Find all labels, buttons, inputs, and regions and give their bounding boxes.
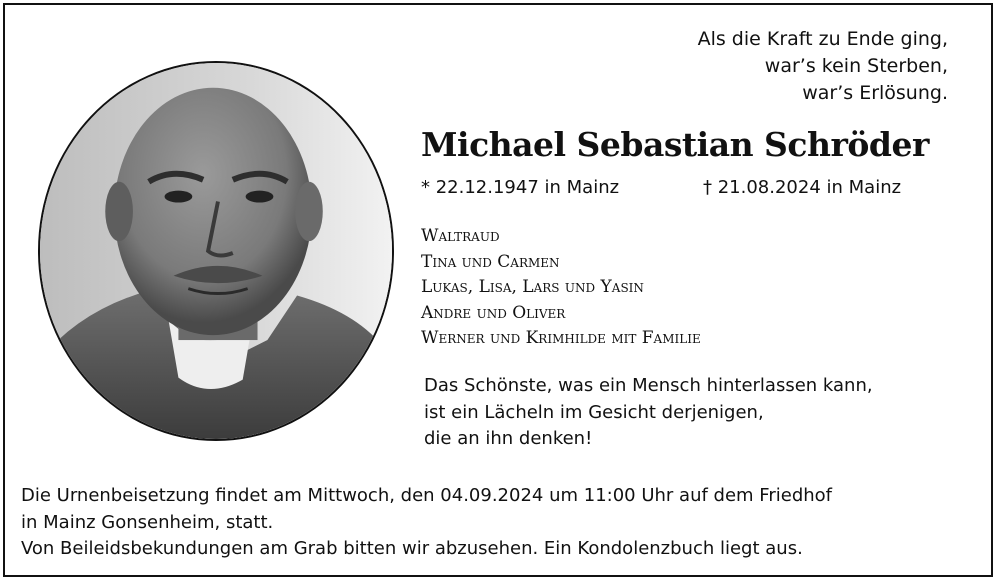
quote-line: die an ihn denken! [424,428,593,449]
motto-line: Als die Kraft zu Ende ging, [697,28,948,50]
notice-line: in Mainz Gonsenheim, statt. [21,511,274,533]
motto-line: war’s kein Sterben, [764,55,948,77]
mourners-list [421,224,701,352]
mourner-entry: Lukas, Lisa, Lars und Yasin [421,277,644,297]
portrait-photo [38,61,394,441]
mourner-entry: Andre und Oliver [421,302,566,323]
quote-line: ist ein Lächeln im Gesicht derjenigen, [424,401,764,423]
mourner-entry: Werner und Krimhilde mit Familie [421,328,701,348]
quote-line: Das Schönste, was ein Mensch hinterlassen kann, [424,375,873,396]
mourner-entry: Tina und Carmen [421,251,560,272]
quote [424,373,873,453]
notice-line: Die Urnenbeisetzung findet am Mittwoch, den 04.09.2024 um 11:00 Uhr auf dem Friedhof [21,485,833,506]
motto-line: war’s Erlösung. [802,82,948,104]
death-date: † 21.08.2024 in Mainz [703,177,902,198]
deceased-name: Michael Sebastian Schröder [421,125,929,164]
birth-date: * 22.12.1947 in Mainz [421,177,620,198]
funeral-notice [21,483,832,563]
motto-verse [698,26,948,107]
notice-line: Von Beileidsbekundungen am Grab bitten wir abzusehen. Ein Kondolenzbuch liegt aus. [21,538,803,559]
portrait-illustration [40,63,392,439]
mourner-entry: Waltraud [421,226,500,246]
